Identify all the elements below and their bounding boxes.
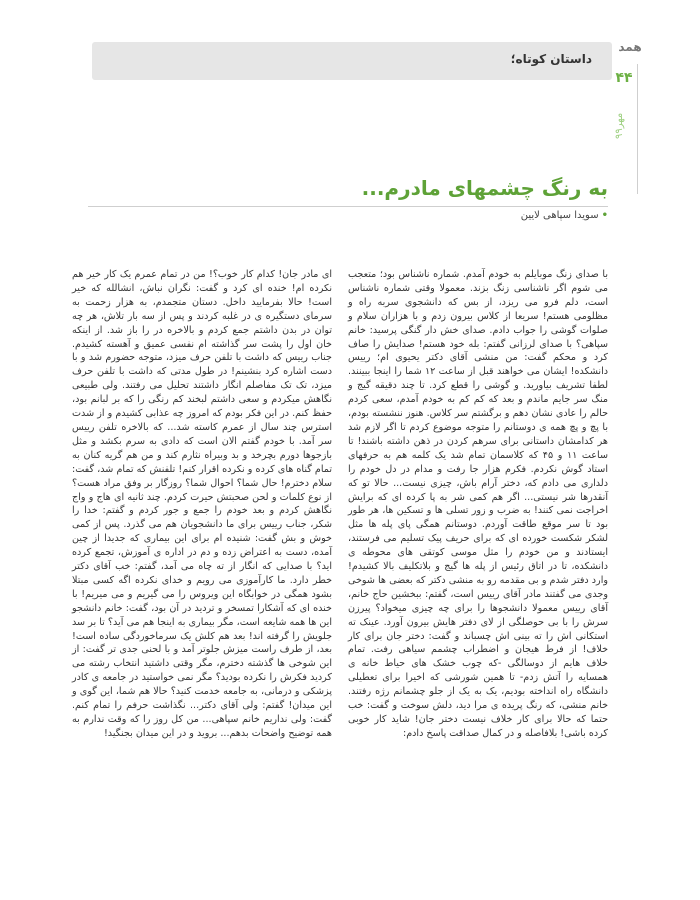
issue-label: مهر۹۹ [614,112,625,140]
section-header-bar [92,42,612,80]
section-label: داستان کوتاه؛ [510,52,592,66]
article-title: به رنگ چشمهای مادرم... [361,176,608,200]
bullet-icon: • [601,210,608,221]
body-column-right [348,268,608,828]
author-name: سویدا سپاهی لایین [520,210,599,221]
body-text-right: با صدای زنگ موبایلم به خودم آمدم. شماره ناشناس بود؛ متعجب می شوم اگر ناشناسی زنگ بزند. معمولا وقتی شماره ناشناس است، دلم فرو می ریزد، از بس که دانشجوی سربه راه و مظلومی هستم! سریعا از کلاس بیرون زدم و با هزاران سلام و صلوات گوشی را جواب دادم. صدای خش دار گنگی پرسید: خانم سپاهی؟ با صدای لرزانی گفتم: بله خود هستم! صدایش را صاف کرد و محکم گفت: من منشی آقای دکتر یحیوی ام؛ رییس دانشکده! ایشان می خواهند قبل از ساعت ۱۲ شما را اینجا ببینند. لطفا تشریف بیاورید. و گوشی را قطع کرد. تا چند دقیقه گیج و منگ سر جایم ماندم و بعد که کم کم به خودم آمدم، سعی کردم حالم را عادی نشان دهم و برگشتم سر کلاس. هنوز ننشسته بودم، با پچ و پچ همه ی دوستانم را متوجه موضوع کردم تا اگر لازم شد هر کدامشان داستانی برای سرهم کردن در ذهن داشته باشند! تا ساعت ۱۱ و ۴۵ که کلاسمان تمام شد یک کلمه هم به حرفهای استاد گوش نکردم. فکرم هزار جا رفت و مدام در دل خودم را دلداری می دادم که، دختر آرام باش، چیزی نیست... حالا تو که آنقدرها شر نیستی... اگر هم کمی شر به پا کرده ای که برایش اخراجت نمی کنند! به ضرب و زور تسلی ها و تسکین ها، هر طور بود تا سر موقع طاقت آوردم. دوستانم همگی پای پله ها مثل لشکر شکست خورده ای که برای حریف پیک تسلیم می فرستند، ایستادند و من خودم را مثل موسی کوتقی های محوطه ی دانشکده، تا در اتاق رئیس از پله ها گیج و بلاتکلیف بالا کشیدم! وارد دفتر شدم و بی مقدمه رو به منشی دکتر که بعضی ها شوخی وجدی می گفتند مادر آقای رییس است، گفتم: ببخشین حاج خانم، آقای رییس معمولا دانشجوها را برای چه چیزی میخواد؟ پیرزن سرش را با بی حوصلگی از لای دفتر هایش بیرون آورد. عینک ته استکانی اش را ته بینی اش چسباند و گفت: دختر جان برای کار خلاف! از فرط هیجان و اضطراب چشمم سیاهی رفت. تمام خلاف هایم از دوسالگی -که چوب خشک های حیاط خانه ی همسایه را آتش زدم- تا همین شورشی که اخیرا برای تعطیلی دانشگاه راه انداخته بودیم، یک به یک از جلو چشمانم رژه رفتند. خانم منشی، که رنگ پریده ی مرا دید، دلش سوخت و گفت: خب حتما که حالا برای کار خلاف نیست دختر جان! شاید کار خوبی کرده باشی! بلافاصله و در کمال صداقت پاسخ دادم: [348,269,609,739]
body-column-left [72,268,332,828]
body-text-left: ای مادر جان! کدام کار خوب؟! من در تمام عمرم یک کار خیر هم نکرده ام! خنده ای کرد و گفت: نگران نباش، انشالله که خیر است! حالا بفرمایید داخل. دستان متجمدم، به هزار زحمت به سرمای دستگیره ی در غلبه کردند و پس از سه بار تلاش، هر چه توان در بدن داشتم جمع کردم و بالاخره در را باز شد. از اینکه خان اول را پشت سر گذاشته ام نفسی عمیق و آهسته کشیدم. جناب رییس که داشت با تلفن حرف میزد، متوجه حضورم شد و با دست اشاره کرد بنشینم! در طول مدتی که داشت با تلفن حرف میزد، تک تک مفاصلم انگار داشتند تحلیل می رفتند. ولی طبیعی نگاهش میکردم و سعی داشتم لبخند کم رنگی را که بر لبانم بود، حفظ کنم. در این فکر بودم که امروز چه عذابی کشیدم و از شدت استرس چند سال از عمرم کاسته شد... که بالاخره تلفن رییس سر آمد. با خودم گفتم الان است که دادی به سرم بکشد و مثل بازجوها دورم بچرخد و بد وبیراه نثارم کند و من هم گریه کنان به تمام گناه های کرده و نکرده اقرار کنم! تلفنش که تمام شد، گفت: سلام دخترم! حال شما؟ احوال شما؟ روزگار بر وفق مراد هست؟ از نوع کلمات و لحن صحبتش حیرت کردم. چند ثانیه ای هاج و واج نگاهش کردم و بعد خودم را جمع و جور کردم و گفتم: خدا را شکر، جناب رییس برای ما دانشجویان هم می گذرد. پس از کمی خوش و بش گفت: شنیده ام برای این بیماری که جدیدا از چین آمده، دست به اعتراض زده و دم در اداره ی آموزش، تجمع کرده اید؟ با صدایی که انگار از ته چاه می آمد، گفتم: خب آقای دکتر خطر دارد. ما کارآموزی می رویم و خدای نکرده اگه کسی مبتلا بشود همگی در خوابگاه این ویروس را می گیریم و می میریم! با خنده ای که آشکارا تمسخر و تردید در آن بود، گفت: خانم دانشجو این ها همه شایعه است، مگر بیماری به اینجا هم می آید؟ تا بر سد جلویش را گرفته اند! بعد هم کلش یک سرماخوردگی ساده است! بعد، از طرف راست میزش جلوتر آمد و با لحنی جدی تر گفت: از این شوخی ها گذشته دخترم، مگر وقتی داشتید انتخاب رشته می کردید فکرش را نکرده بودید؟ مگر نمی خواستید در جامعه ی کادر پزشکی و درمانی، به جامعه خدمت کنید؟ حالا هم شما، این گوی و این میدان! گفتم: ولی آقای دکتر... نگذاشت حرفم را تمام کنم. گفت: ولی نداریم خانم سپاهی... من کل روز را که وقت ندارم به همه توضیح واضحات بدهم... بروید و در این میدان بجنگید! [72,269,332,739]
title-divider [88,206,608,207]
magazine-logo: همد [618,40,642,54]
author-byline [521,210,608,221]
page-number: ۴۴ [615,70,633,86]
